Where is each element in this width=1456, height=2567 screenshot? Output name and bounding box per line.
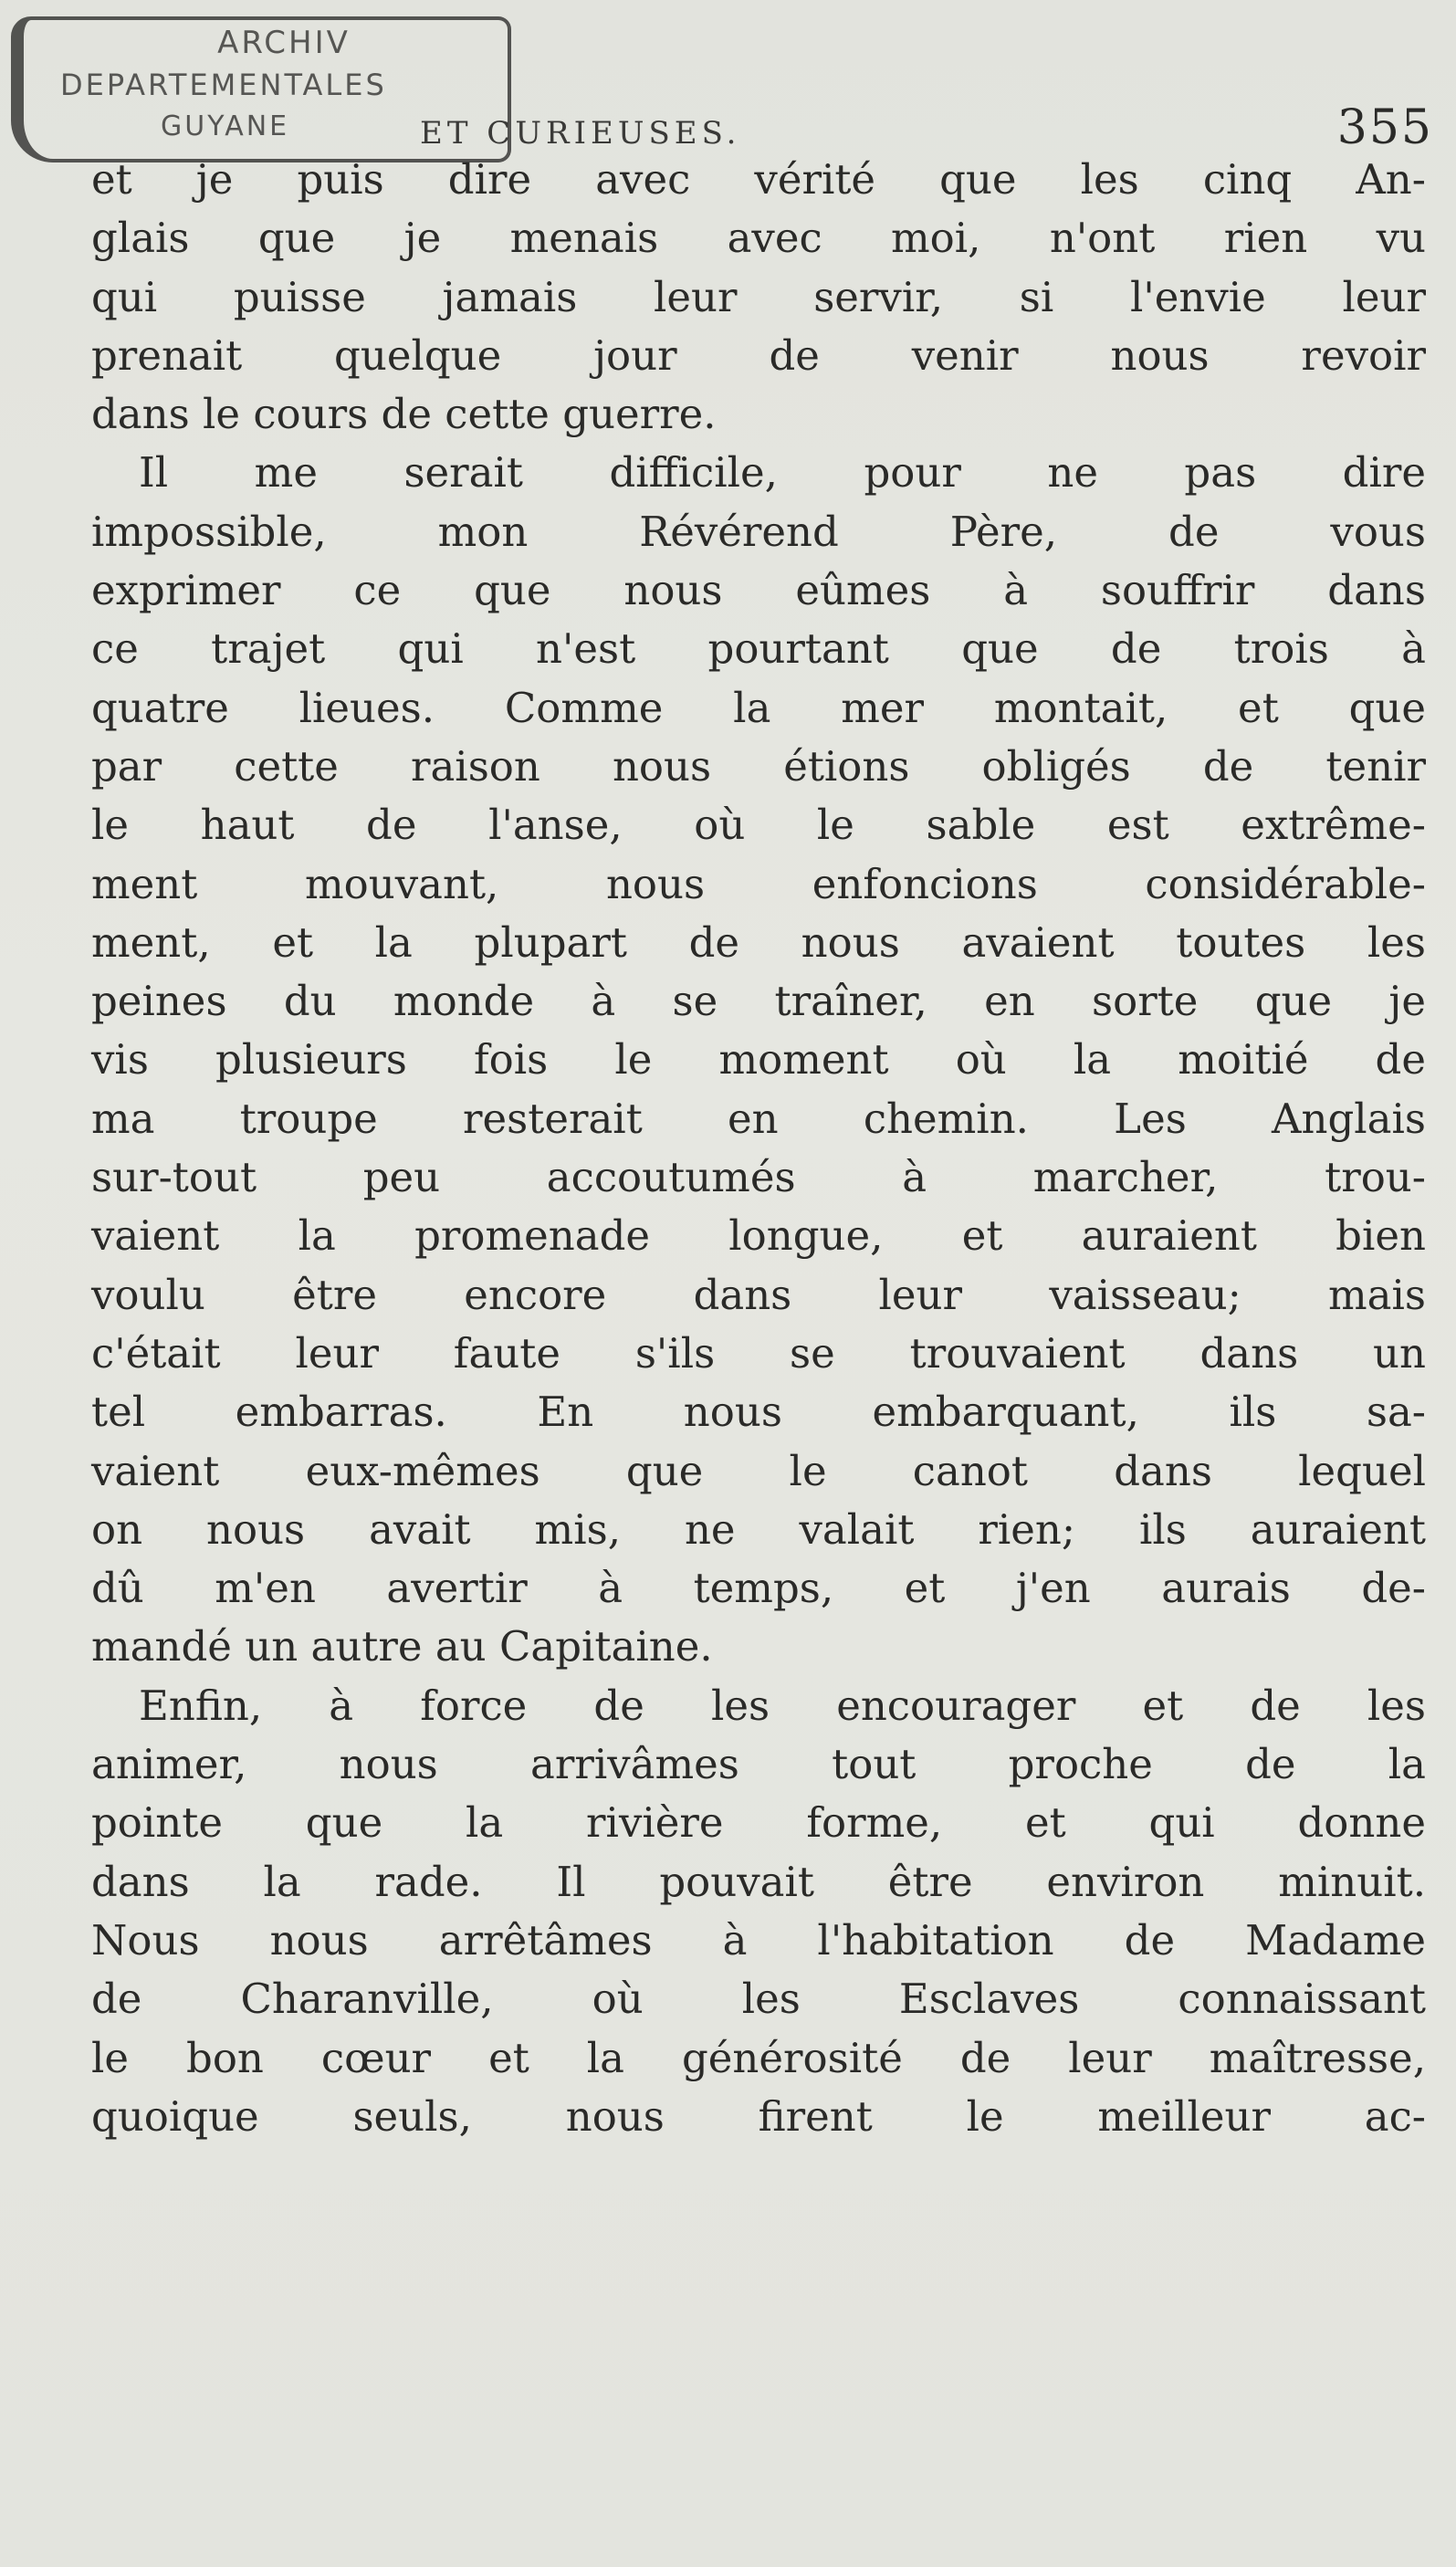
- text-line: quoique seuls, nous firent le meilleur ac-: [91, 2091, 1426, 2141]
- text-line: le haut de l'anse, où le sable est extrême-: [91, 801, 1426, 850]
- text-line: exprimer ce que nous eûmes à souffrir dans: [91, 566, 1426, 615]
- text-line: prenait quelque jour de venir nous revoir: [91, 330, 1426, 380]
- body-text: [91, 151, 1426, 2146]
- text-line: de Charanville, où les Esclaves connaissant: [91, 1975, 1426, 2024]
- paragraph-start-line: Enfin, à force de les encourager et de les: [139, 1681, 1426, 1730]
- text-line: dans la rade. Il pouvait être environ minuit.: [91, 1857, 1426, 1906]
- text-line: c'était leur faute s'ils se trouvaient dans un: [91, 1328, 1426, 1378]
- running-title: ET CURIEUSES.: [420, 115, 741, 152]
- text-line: qui puisse jamais leur servir, si l'envie leur: [91, 272, 1426, 321]
- text-line: sur-tout peu accoutumés à marcher, trou-: [91, 1153, 1426, 1202]
- text-line: glais que je menais avec moi, n'ont rien vu: [91, 214, 1426, 263]
- stamp-line-3: GUYANE: [161, 110, 290, 142]
- text-line: ma troupe resterait en chemin. Les Anglais: [91, 1094, 1426, 1143]
- paragraph-start-line: Il me serait difficile, pour ne pas dire: [139, 448, 1426, 498]
- text-line: ment, et la plupart de nous avaient toutes les: [91, 917, 1426, 967]
- text-line: et je puis dire avec vérité que les cinq An-: [91, 155, 1426, 204]
- text-line: vaient eux-mêmes que le canot dans lequel: [91, 1446, 1426, 1495]
- text-line: quatre lieues. Comme la mer montait, et que: [91, 683, 1426, 732]
- text-line: tel embarras. En nous embarquant, ils sa-: [91, 1388, 1426, 1437]
- text-line: ce trajet qui n'est pourtant que de trois à: [91, 624, 1426, 674]
- text-line: voulu être encore dans leur vaisseau; mais: [91, 1270, 1426, 1319]
- text-line: vis plusieurs fois le moment où la moitié de: [91, 1035, 1426, 1084]
- text-line: peines du monde à se traîner, en sorte que je: [91, 977, 1426, 1026]
- stamp-line-2: DEPARTEMENTALES: [60, 68, 387, 102]
- text-line: Nous nous arrêtâmes à l'habitation de Madame: [91, 1915, 1426, 1965]
- text-line: animer, nous arrivâmes tout proche de la: [91, 1740, 1426, 1789]
- page-number: 355: [1336, 100, 1433, 155]
- text-line: ment mouvant, nous enfoncions considérable-: [91, 859, 1426, 908]
- paragraph-end-line: mandé un autre au Capitaine.: [91, 1622, 713, 1671]
- text-line: vaient la promenade longue, et auraient bien: [91, 1211, 1426, 1261]
- text-line: on nous avait mis, ne valait rien; ils auraient: [91, 1504, 1426, 1554]
- paragraph-end-line: dans le cours de cette guerre.: [91, 390, 717, 439]
- text-line: dû m'en avertir à temps, et j'en aurais de-: [91, 1564, 1426, 1613]
- text-line: pointe que la rivière forme, et qui donne: [91, 1798, 1426, 1848]
- text-line: par cette raison nous étions obligés de tenir: [91, 741, 1426, 791]
- text-line: le bon cœur et la générosité de leur maîtresse,: [91, 2033, 1426, 2082]
- text-line: impossible, mon Révérend Père, de vous: [91, 507, 1426, 556]
- stamp-line-1: ARCHIV: [217, 25, 351, 61]
